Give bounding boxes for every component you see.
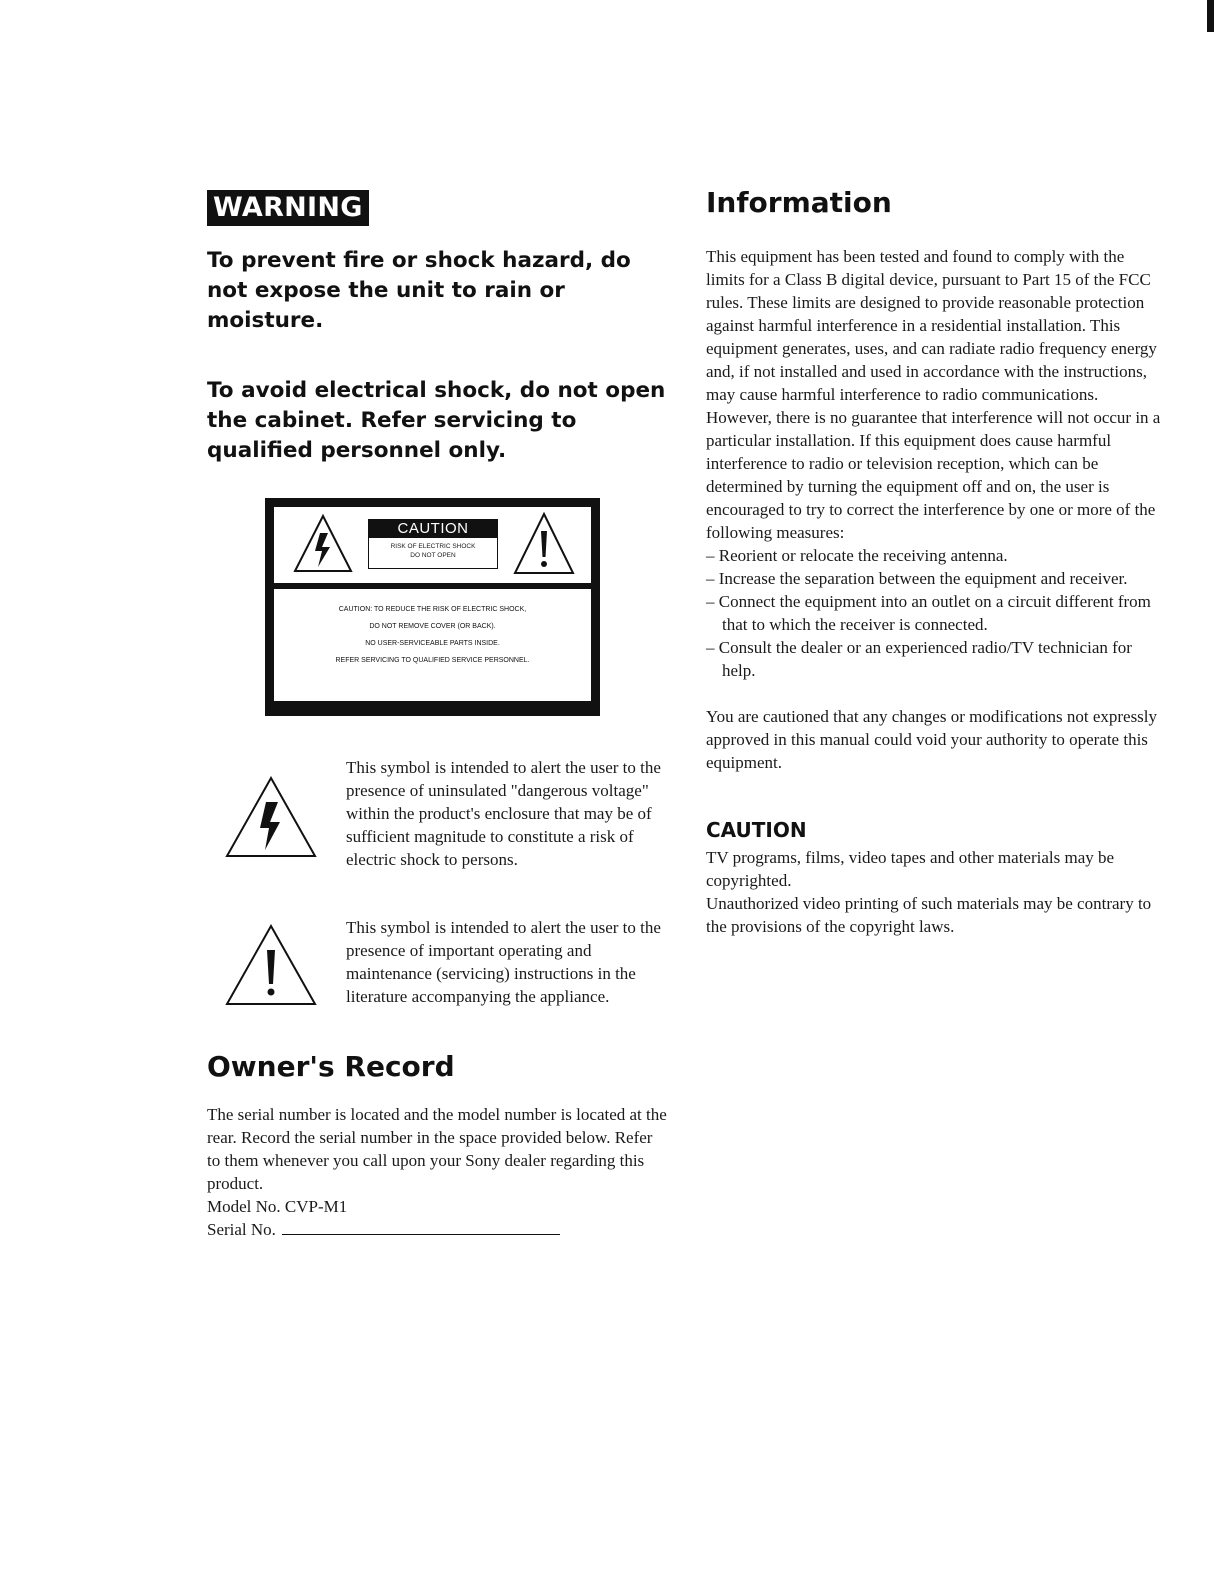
owners-record-body: The serial number is located and the model number is located at the rear. Record the serial number in the space provided below. Refer to them whenever you call upon your Sony dealer regarding this product. bbox=[207, 1105, 667, 1193]
caution-notice-line: DO NOT REMOVE COVER (OR BACK). bbox=[369, 623, 496, 630]
measures-list bbox=[706, 544, 1161, 682]
symbol-description: This symbol is intended to alert the user to the presence of important operating and maintenance (servicing) instructions in the literature accompanying the appliance. bbox=[346, 918, 661, 1006]
information-paragraph: However, there is no guarantee that interference will not occur in a particular installation. If this equipment does cause harmful interference to radio or television reception, which can be determined by turning the equipment off and on, the user is encouraged to try to correct the interference by one or more of the following measures: bbox=[706, 408, 1161, 542]
owners-record-section bbox=[207, 1050, 667, 1241]
information-heading: Information bbox=[706, 186, 892, 219]
list-item: – Increase the separation between the equipment and receiver. bbox=[706, 569, 1128, 588]
information-paragraph: You are cautioned that any changes or modifications not expressly approved in this manual could void your authority to operate this equipment. bbox=[706, 707, 1158, 772]
caution-label-heading: CAUTION bbox=[369, 520, 497, 538]
list-item: – Reorient or relocate the receiving antenna. bbox=[706, 546, 1008, 565]
caution-label-panel bbox=[265, 498, 600, 716]
lightning-triangle-icon bbox=[292, 513, 354, 575]
lightning-triangle-icon bbox=[225, 776, 317, 858]
caution-label-box bbox=[368, 519, 498, 569]
warning-section bbox=[207, 190, 667, 466]
model-number-line: Model No. CVP-M1 bbox=[207, 1197, 348, 1216]
caution-label-sub-line: DO NOT OPEN bbox=[410, 552, 456, 559]
serial-number-blank bbox=[282, 1219, 560, 1235]
caution-label-sub-line: RISK OF ELECTRIC SHOCK bbox=[390, 543, 476, 550]
caution-paragraph: TV programs, films, video tapes and other materials may be copyrighted. bbox=[706, 848, 1115, 890]
caution-label-top bbox=[274, 507, 591, 583]
caution-notice-line: CAUTION: TO REDUCE THE RISK OF ELECTRIC SHOCK, bbox=[338, 606, 527, 613]
scan-edge-mark bbox=[1207, 0, 1214, 32]
caution-paragraph: Unauthorized video printing of such materials may be contrary to the provisions of the copyright laws. bbox=[706, 894, 1152, 936]
list-item: – Connect the equipment into an outlet on a circuit different from that to which the receiver is connected. bbox=[706, 592, 1151, 634]
caution-notice-line: REFER SERVICING TO QUALIFIED SERVICE PERSONNEL. bbox=[335, 657, 530, 664]
serial-number-line bbox=[207, 1218, 667, 1241]
warning-statement-moisture: To prevent fire or shock hazard, do not expose the unit to rain or moisture. bbox=[207, 248, 631, 333]
caution-label-subtext bbox=[369, 542, 497, 560]
exclamation-triangle-icon bbox=[512, 511, 576, 577]
owners-record-heading: Owner's Record bbox=[207, 1050, 455, 1083]
symbol-description: This symbol is intended to alert the user to the presence of uninsulated "dangerous voltage" within the product's enclosure that may be of sufficient magnitude to constitute a risk of electric shock to persons. bbox=[346, 758, 661, 869]
information-section bbox=[706, 186, 1161, 938]
caution-notice-line: NO USER-SERVICEABLE PARTS INSIDE. bbox=[365, 640, 500, 647]
caution-heading: CAUTION bbox=[706, 818, 807, 842]
warning-badge: WARNING bbox=[207, 190, 369, 226]
information-paragraph: This equipment has been tested and found to comply with the limits for a Class B digital device, pursuant to Part 15 of the FCC rules. These limits are designed to provide reasonable protection against harmful interference in a residential installation. This equipment generates, uses, and can radiate radio frequency energy and, if not installed and used in accordance with the instructions, may cause harmful interference to radio communications. bbox=[706, 247, 1157, 404]
exclamation-triangle-icon bbox=[225, 924, 317, 1006]
serial-number-label: Serial No. bbox=[207, 1220, 276, 1239]
list-item: – Consult the dealer or an experienced radio/TV technician for help. bbox=[706, 638, 1132, 680]
caution-label-notice bbox=[274, 589, 591, 701]
warning-statement-cabinet: To avoid electrical shock, do not open the cabinet. Refer servicing to qualified personnel only. bbox=[207, 378, 666, 463]
